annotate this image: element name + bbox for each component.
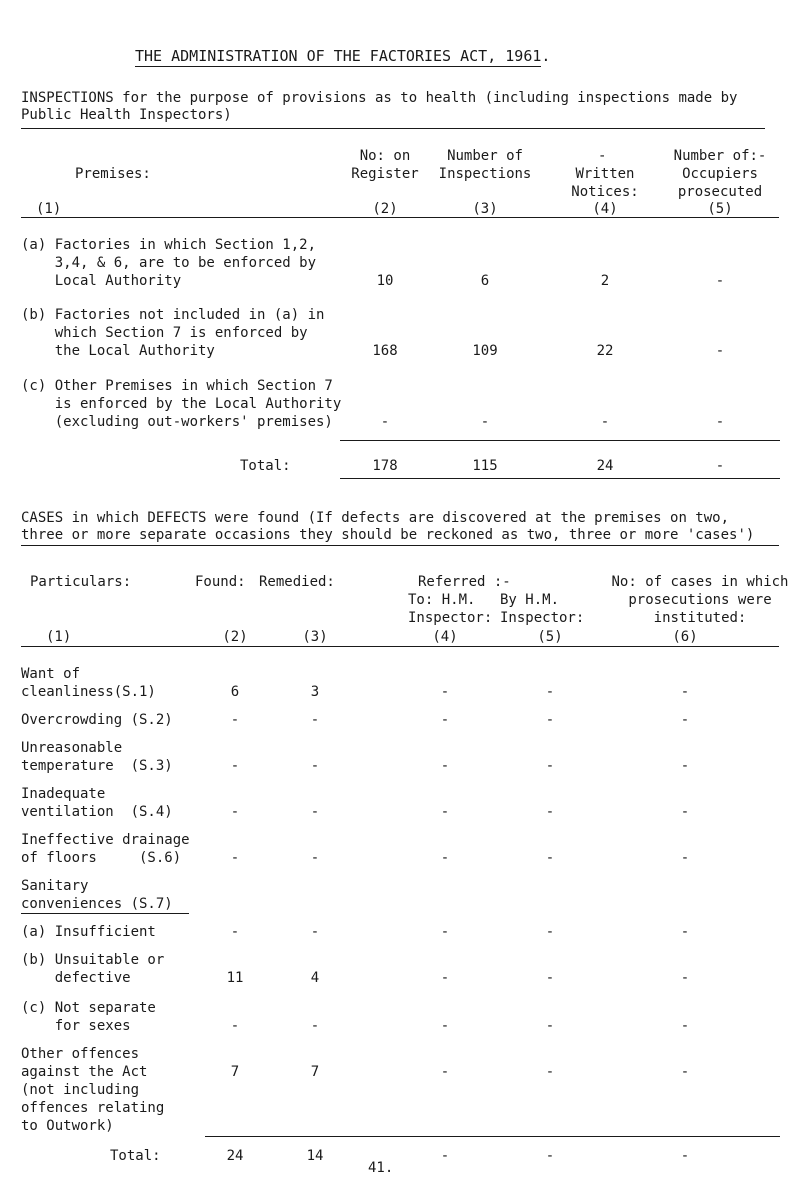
defect-other-label-5: to Outwork) — [21, 1118, 114, 1134]
defect-unsuitable-label-1: (b) Unsuitable or — [21, 952, 165, 968]
defects-col-num-6: (6) — [672, 629, 698, 645]
page-title: THE ADMINISTRATION OF THE FACTORIES ACT, 1961. — [135, 47, 551, 65]
header-register-2: Register — [351, 166, 419, 182]
defects-total-found: 24 — [226, 1148, 244, 1164]
row-a-prosecuted: - — [715, 273, 725, 289]
defect-temperature-by-hm: - — [545, 758, 555, 774]
defect-cleanliness-label-2: cleanliness(S.1) — [21, 684, 156, 700]
inspections-top-rule — [21, 128, 765, 129]
defect-drainage-found: - — [230, 850, 240, 866]
header-occupiers-2: Occupiers — [682, 166, 758, 182]
header-found: Found: — [195, 574, 246, 590]
defect-separate-label-2: for sexes — [21, 1018, 131, 1034]
defects-col-num-2: (2) — [222, 629, 248, 645]
defect-drainage-prosecutions: - — [680, 850, 690, 866]
defect-unsuitable-prosecutions: - — [680, 970, 690, 986]
defect-overcrowding-remedied: - — [310, 712, 320, 728]
header-by-hm-2: Inspector: — [500, 610, 585, 626]
defect-temperature-remedied: - — [310, 758, 320, 774]
header-premises: Premises: — [75, 166, 151, 182]
defects-total-by-hm: - — [545, 1148, 555, 1164]
defect-temperature-prosecutions: - — [680, 758, 690, 774]
defect-insufficient-found: - — [230, 924, 240, 940]
row-c-inspections: - — [480, 414, 490, 430]
row-c-notices: - — [600, 414, 610, 430]
header-notices-2: Notices: — [571, 184, 639, 200]
defect-temperature-found: - — [230, 758, 240, 774]
total-prosecuted: - — [715, 458, 725, 474]
defect-unsuitable-found: 11 — [226, 970, 244, 986]
defect-other-remedied: 7 — [310, 1064, 320, 1080]
defect-separate-remedied: - — [310, 1018, 320, 1034]
defect-ventilation-by-hm: - — [545, 804, 555, 820]
defect-overcrowding-by-hm: - — [545, 712, 555, 728]
defect-drainage-to-hm: - — [440, 850, 450, 866]
row-b-register: 168 — [372, 343, 398, 359]
defect-sanitary-label-1: Sanitary — [21, 878, 89, 894]
defect-sanitary-label-2: conveniences (S.7) — [21, 896, 173, 912]
col-num-1: (1) — [36, 201, 62, 217]
defect-cleanliness-by-hm: - — [545, 684, 555, 700]
header-prosecutions-3: instituted: — [653, 610, 747, 626]
row-a-label-1: (a) Factories in which Section 1,2, — [21, 237, 317, 253]
row-b-label-2: which Section 7 is enforced by — [21, 325, 308, 341]
defect-unsuitable-remedied: 4 — [310, 970, 320, 986]
defect-separate-prosecutions: - — [680, 1018, 690, 1034]
header-remedied: Remedied: — [259, 574, 335, 590]
inspections-header-rule — [21, 217, 779, 218]
row-a-notices: 2 — [600, 273, 610, 289]
defects-col-num-1: (1) — [46, 629, 72, 645]
total-inspections: 115 — [472, 458, 498, 474]
defect-separate-label-1: (c) Not separate — [21, 1000, 156, 1016]
sanitary-underline — [21, 913, 189, 914]
row-b-notices: 22 — [596, 343, 614, 359]
defects-total-label: Total: — [110, 1148, 161, 1164]
row-a-label-2: 3,4, & 6, are to be enforced by — [21, 255, 317, 271]
title-underline — [135, 66, 541, 67]
defect-insufficient-label: (a) Insufficient — [21, 924, 156, 940]
defect-drainage-label-1: Ineffective drainage — [21, 832, 190, 848]
defect-separate-found: - — [230, 1018, 240, 1034]
row-b-label-1: (b) Factories not included in (a) in — [21, 307, 325, 323]
defect-cleanliness-to-hm: - — [440, 684, 450, 700]
defects-header-rule — [21, 646, 779, 647]
defect-cleanliness-label-1: Want of — [21, 666, 81, 682]
defect-overcrowding-to-hm: - — [440, 712, 450, 728]
defect-insufficient-to-hm: - — [440, 924, 450, 940]
defect-temperature-to-hm: - — [440, 758, 450, 774]
defect-ventilation-remedied: - — [310, 804, 320, 820]
header-prosecutions-2: prosecutions were — [628, 592, 772, 608]
header-notices-1: Written — [575, 166, 635, 182]
defects-intro-underline — [21, 545, 779, 546]
row-c-prosecuted: - — [715, 414, 725, 430]
inspections-total-rule-top — [340, 440, 780, 441]
header-occupiers-1: Number of:- — [673, 148, 767, 164]
defect-other-found: 7 — [230, 1064, 240, 1080]
total-notices: 24 — [596, 458, 614, 474]
defects-total-prosecutions: - — [680, 1148, 690, 1164]
defect-temperature-label-1: Unreasonable — [21, 740, 123, 756]
defect-cleanliness-remedied: 3 — [310, 684, 320, 700]
col-num-4: (4) — [592, 201, 618, 217]
defect-unsuitable-label-2: defective — [21, 970, 131, 986]
defect-other-label-4: offences relating — [21, 1100, 165, 1116]
defect-temperature-label-2: temperature (S.3) — [21, 758, 173, 774]
defect-unsuitable-by-hm: - — [545, 970, 555, 986]
defects-col-num-4: (4) — [432, 629, 458, 645]
defect-cleanliness-prosecutions: - — [680, 684, 690, 700]
defect-other-label-2: against the Act — [21, 1064, 148, 1080]
defect-insufficient-prosecutions: - — [680, 924, 690, 940]
defect-other-by-hm: - — [545, 1064, 555, 1080]
defect-overcrowding-found: - — [230, 712, 240, 728]
header-notices-dash: - — [598, 148, 607, 164]
col-num-2: (2) — [372, 201, 398, 217]
header-register-1: No: on — [359, 148, 411, 164]
header-by-hm-1: By H.M. — [500, 592, 560, 608]
defect-drainage-label-2: of floors (S.6) — [21, 850, 182, 866]
row-a-inspections: 6 — [480, 273, 490, 289]
row-b-inspections: 109 — [472, 343, 498, 359]
defects-col-num-5: (5) — [537, 629, 563, 645]
page-number: 41. — [368, 1160, 394, 1176]
defect-other-label-1: Other offences — [21, 1046, 140, 1062]
row-a-register: 10 — [376, 273, 394, 289]
defects-total-rule — [205, 1136, 780, 1137]
defect-drainage-by-hm: - — [545, 850, 555, 866]
header-particulars: Particulars: — [30, 574, 132, 590]
total-register: 178 — [372, 458, 398, 474]
defect-ventilation-to-hm: - — [440, 804, 450, 820]
defect-other-label-3: (not including — [21, 1082, 140, 1098]
defect-drainage-remedied: - — [310, 850, 320, 866]
defect-ventilation-prosecutions: - — [680, 804, 690, 820]
header-referred: Referred :- — [418, 574, 511, 590]
row-b-label-3: the Local Authority — [21, 343, 215, 359]
defect-cleanliness-found: 6 — [230, 684, 240, 700]
inspections-intro-line-2: Public Health Inspectors) — [21, 107, 232, 123]
row-c-label-2: is enforced by the Local Authority — [21, 396, 342, 412]
defects-intro-line-1: CASES in which DEFECTS were found (If defects are discovered at the premises on two, — [21, 510, 730, 526]
defect-other-prosecutions: - — [680, 1064, 690, 1080]
defect-ventilation-found: - — [230, 804, 240, 820]
inspections-total-rule-bottom — [340, 478, 780, 479]
defects-total-remedied: 14 — [306, 1148, 324, 1164]
defects-total-to-hm: - — [440, 1148, 450, 1164]
defect-ventilation-label-1: Inadequate — [21, 786, 106, 802]
defects-col-num-3: (3) — [302, 629, 328, 645]
header-prosecutions-1: No: of cases in which — [611, 574, 789, 590]
col-num-5: (5) — [707, 201, 733, 217]
header-occupiers-3: prosecuted — [677, 184, 763, 200]
inspections-total-label: Total: — [240, 458, 291, 474]
row-a-label-3: Local Authority — [21, 273, 182, 289]
col-num-3: (3) — [472, 201, 498, 217]
defect-ventilation-label-2: ventilation (S.4) — [21, 804, 173, 820]
defect-overcrowding-prosecutions: - — [680, 712, 690, 728]
header-inspections-1: Number of — [447, 148, 523, 164]
defect-insufficient-remedied: - — [310, 924, 320, 940]
row-c-register: - — [380, 414, 390, 430]
defect-other-to-hm: - — [440, 1064, 450, 1080]
defect-separate-to-hm: - — [440, 1018, 450, 1034]
row-c-label-3: (excluding out-workers' premises) — [21, 414, 333, 430]
header-to-hm-1: To: H.M. — [408, 592, 476, 608]
inspections-intro-line-1: INSPECTIONS for the purpose of provisions as to health (including inspections made by — [21, 90, 738, 106]
row-b-prosecuted: - — [715, 343, 725, 359]
row-c-label-1: (c) Other Premises in which Section 7 — [21, 378, 333, 394]
defect-insufficient-by-hm: - — [545, 924, 555, 940]
header-to-hm-2: Inspector: — [408, 610, 493, 626]
header-inspections-2: Inspections — [438, 166, 532, 182]
defect-overcrowding-label: Overcrowding (S.2) — [21, 712, 173, 728]
defects-intro-line-2: three or more separate occasions they should be reckoned as two, three or more 'cases') — [21, 527, 755, 543]
defect-separate-by-hm: - — [545, 1018, 555, 1034]
defect-unsuitable-to-hm: - — [440, 970, 450, 986]
